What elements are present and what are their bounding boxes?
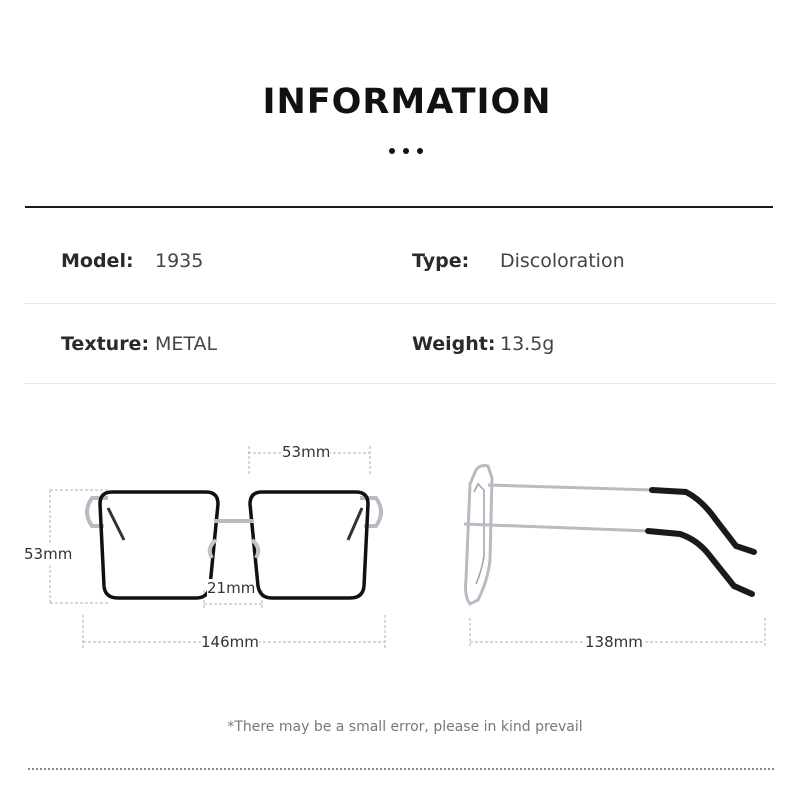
right-temple-arm: [360, 498, 381, 526]
frame-width-label: 146mm: [201, 633, 259, 651]
side-lower-temple-tip: [648, 531, 752, 594]
dimension-lines: [50, 446, 765, 648]
right-lens-rim: [250, 492, 368, 598]
right-temple-tip: [348, 508, 362, 540]
side-upper-temple: [488, 485, 652, 490]
spec-type-value: Discoloration: [500, 250, 625, 272]
left-lens-rim: [100, 492, 218, 598]
lens-height-label: 53mm: [24, 545, 73, 563]
error-disclaimer: *There may be a small error, please in kind prevail: [227, 719, 583, 735]
side-view-glasses: [464, 466, 754, 605]
side-upper-temple-tip: [652, 490, 754, 552]
temple-length-label: 138mm: [585, 633, 643, 651]
footer-dotted-divider: [28, 768, 774, 770]
bridge-width-label: 21mm: [207, 579, 256, 597]
page-title: INFORMATION: [262, 82, 552, 122]
spec-texture-value: METAL: [155, 333, 218, 355]
spec-type-label: Type:: [412, 250, 470, 272]
left-temple-tip: [108, 508, 124, 540]
spec-model-value: 1935: [155, 250, 204, 272]
lens-width-label: 53mm: [282, 443, 331, 461]
spec-texture-label: Texture:: [61, 333, 150, 355]
left-temple-arm: [87, 498, 108, 526]
spec-model-label: Model:: [61, 250, 134, 272]
spec-weight-value: 13.5g: [500, 333, 555, 355]
spec-weight-label: Weight:: [412, 333, 496, 355]
